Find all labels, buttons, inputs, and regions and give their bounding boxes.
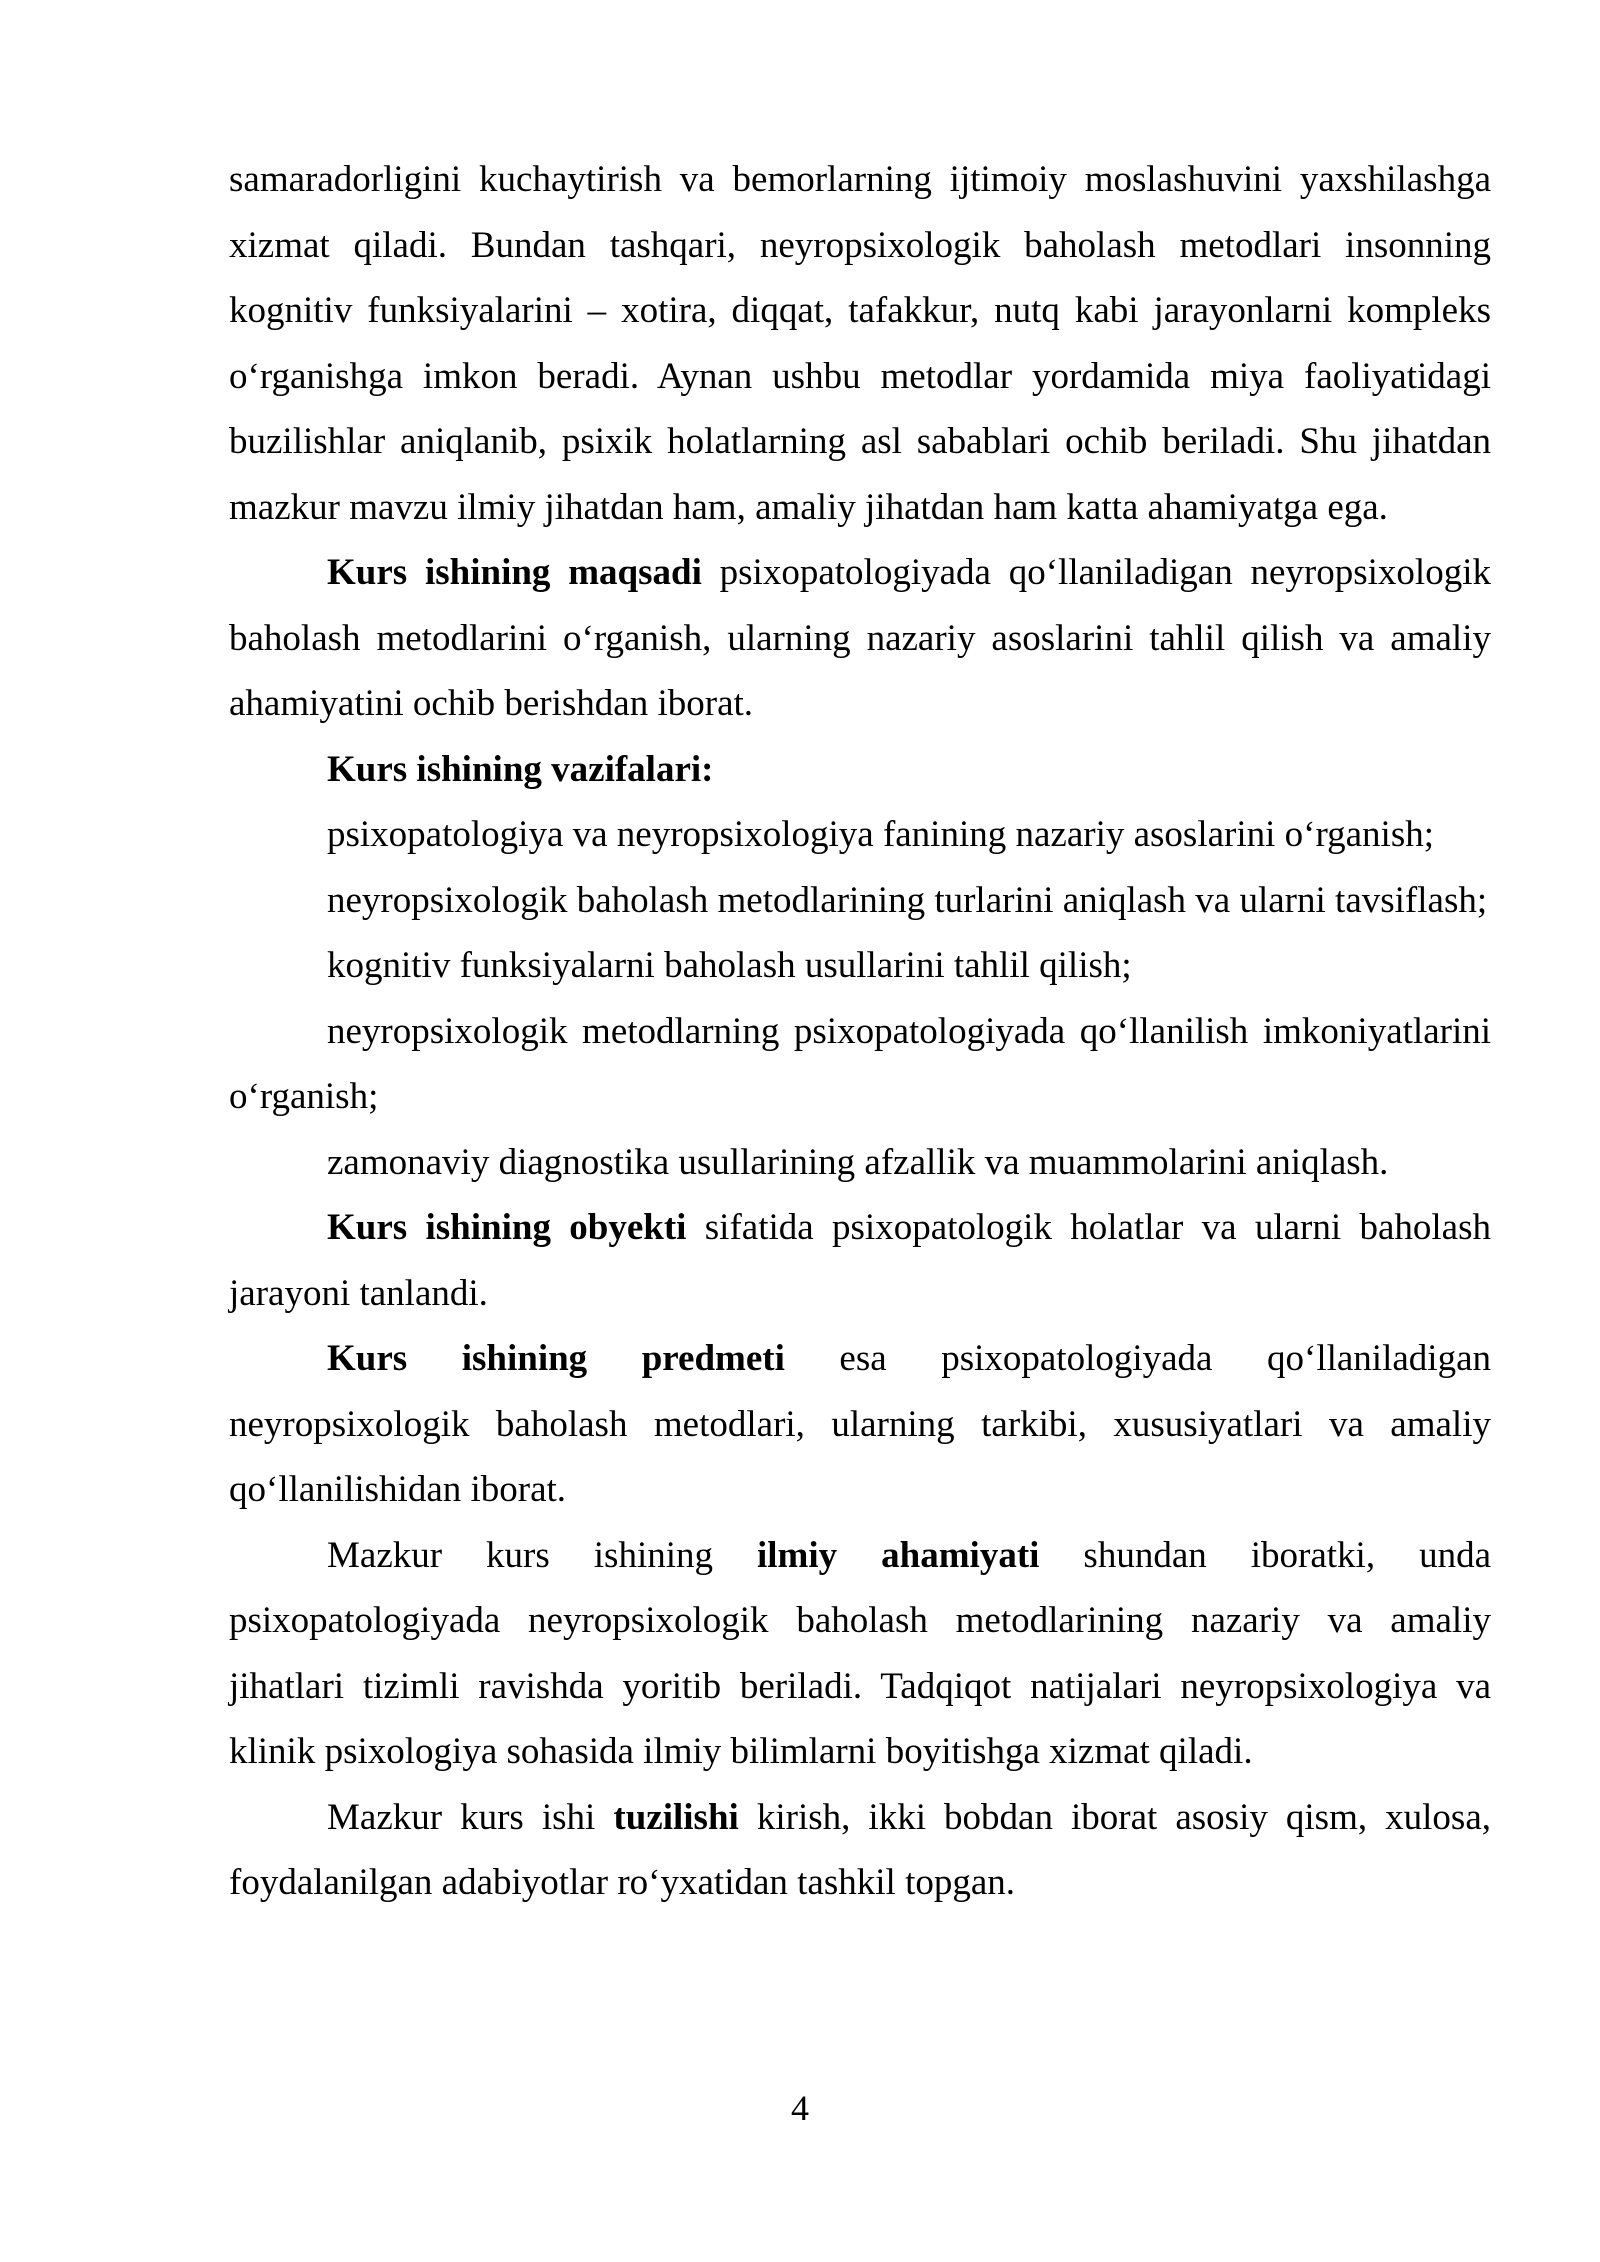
paragraph-tasks-heading: [229, 737, 1491, 803]
task-item-text: neyropsixologik baholash metodlarining turlarini aniqlash va ularni tavsiflash;: [327, 879, 1488, 921]
paragraph-text: sifatida psixopatologik holatlar va ularni baholash jarayoni tanlandi.: [229, 1207, 1491, 1314]
paragraph-text: samaradorligini kuchaytirish va bemorlarning ijtimoiy moslashuvini yaxshilashga xizmat qiladi. Bundan tashqari, neyropsixologik baholash metodlari insonning kognitiv funksiyalarini – xotira, diqqat, tafakkur, nutq kabi jarayonlarni kompleks o‘rganishga imkon beradi. Aynan ushbu metodlar yordamida miya faoliyatidagi buzilishlar aniqlanib, psixik holatlarning asl sabablari ochib beriladi. Shu jihatdan mazkur mavzu ilmiy jihatdan ham, amaliy jihatdan ham katta ahamiyatga ega.: [229, 159, 1491, 528]
paragraph-text: kirish, ikki bobdan iborat asosiy qism, xulosa, foydalanilgan adabiyotlar ro‘yxatidan tashkil topgan.: [229, 1796, 1492, 1903]
task-item: [229, 868, 1491, 934]
task-item-text: zamonaviy diagnostika usullarining afzallik va muammolarini aniqlash.: [327, 1141, 1389, 1183]
task-item-text: psixopatologiya va neyropsixologiya fanining nazariy asoslarini o‘rganish;: [327, 814, 1435, 855]
task-item: [229, 1130, 1491, 1196]
scientific-significance-heading: ilmiy ahamiyati: [757, 1534, 1040, 1576]
task-item-text: kognitiv funksiyalarni baholash usullarini tahlil qilish;: [327, 945, 1132, 986]
task-item: [229, 802, 1491, 868]
paragraph-text: esa psixopatologiyada qo‘llaniladigan neyropsixologik baholash metodlari, ularning tarkibi, xususiyatlari va amaliy qo‘llanilishidan iborat.: [229, 1338, 1491, 1510]
paragraph-significance-continued: [229, 147, 1491, 540]
paragraph-structure: [229, 1785, 1491, 1916]
tasks-heading: Kurs ishining vazifalari:: [327, 748, 714, 790]
task-item: [229, 933, 1491, 999]
task-item: [229, 999, 1491, 1130]
paragraph-goal: [229, 540, 1491, 737]
structure-heading: tuzilishi: [613, 1796, 739, 1838]
page-number: 4: [791, 2088, 809, 2128]
goal-heading: Kurs ishining maqsadi: [327, 552, 702, 593]
body-text: [229, 147, 1491, 1916]
paragraph-subject: [229, 1326, 1491, 1523]
object-heading: Kurs ishining obyekti: [327, 1207, 687, 1248]
paragraph-lead-text: Mazkur kurs ishining: [327, 1534, 757, 1576]
paragraph-scientific-significance: [229, 1523, 1491, 1785]
paragraph-text: psixopatologiyada qo‘llaniladigan neyropsixologik baholash metodlarini o‘rganish, ularning nazariy asoslarini tahlil qilish va amaliy ahamiyatini ochib berishdan iborat.: [229, 552, 1491, 724]
subject-heading: Kurs ishining predmeti: [327, 1338, 785, 1379]
task-item-text: neyropsixologik metodlarning psixopatologiyada qo‘llanilish imkoniyatlarini o‘rganish;: [229, 1010, 1491, 1117]
paragraph-object: [229, 1195, 1491, 1326]
paragraph-text: shundan iboratki, unda psixopatologiyada neyropsixologik baholash metodlarining nazariy va amaliy jihatlari tizimli ravishda yoritib beriladi. Tadqiqot natijalari neyropsixologiya va klinik psixologiya sohasida ilmiy bilimlarni boyitishga xizmat qiladi.: [229, 1534, 1491, 1772]
paragraph-lead-text: Mazkur kurs ishi: [327, 1796, 614, 1838]
